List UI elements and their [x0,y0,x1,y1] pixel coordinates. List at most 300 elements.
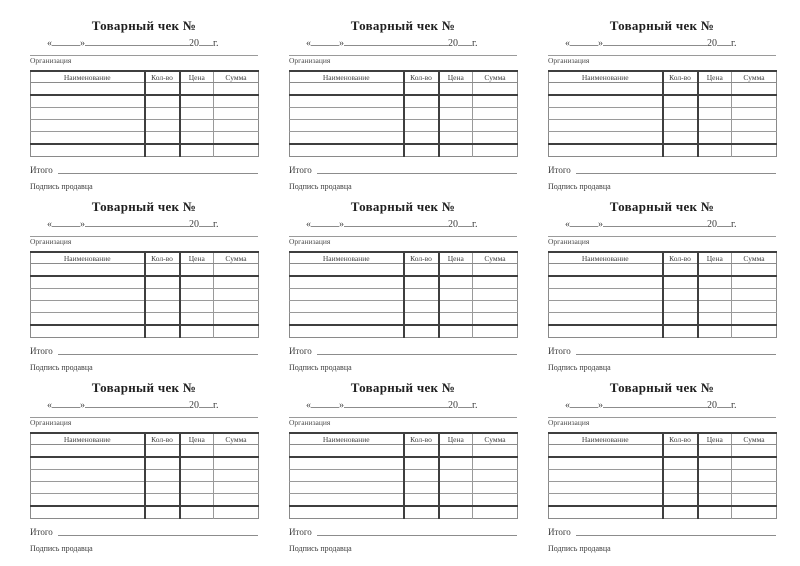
date-year-suffix: г. [213,400,219,411]
total-line [289,527,517,537]
seller-signature-label: Подпись продавца [548,363,611,372]
receipt-card [548,19,776,200]
table-empty-cell [180,276,214,289]
table-empty-cell [698,83,732,96]
table-empty-cell [404,445,439,458]
table-empty-cell [473,289,518,301]
organization-label: Организация [289,418,331,427]
table-empty-cell [290,482,404,494]
date-month-blank [344,398,448,408]
table-empty-cell [404,457,439,470]
table-empty-cell [698,95,732,108]
table-empty-row [290,457,518,470]
total-line [289,165,517,175]
table-empty-cell [31,482,145,494]
table-empty-cell [214,470,259,482]
table-empty-row [549,144,777,157]
table-empty-row [549,301,777,313]
total-label: Итого [30,165,53,175]
table-empty-cell [214,313,259,326]
total-label: Итого [548,165,571,175]
table-empty-cell [404,325,439,338]
table-empty-cell [698,289,732,301]
table-empty-cell [698,132,732,145]
table-empty-row [549,313,777,326]
table-empty-row [31,325,259,338]
date-open-quote: « [565,38,570,49]
table-empty-cell [404,470,439,482]
receipt-card [289,19,517,200]
table-empty-cell [473,120,518,132]
table-empty-cell [145,470,180,482]
table-empty-cell [732,313,777,326]
table-empty-cell [439,108,473,120]
date-open-quote: « [565,219,570,230]
table-empty-cell [214,108,259,120]
date-close-quote: » [339,400,344,411]
total-line [30,527,258,537]
total-blank-line [576,173,776,174]
total-label: Итого [289,165,312,175]
table-empty-cell [31,108,145,120]
table-empty-cell [698,445,732,458]
table-empty-cell [145,132,180,145]
date-open-quote: « [565,400,570,411]
table-empty-cell [698,144,732,157]
col-header-name: Наименование [549,252,663,264]
col-header-quantity: Кол-во [663,433,698,445]
table-empty-cell [214,301,259,313]
receipt-card [548,381,776,562]
table-empty-cell [732,120,777,132]
items-table [289,70,518,157]
organization-label: Организация [548,418,590,427]
table-empty-cell [214,482,259,494]
organization-block [548,236,776,246]
organization-block [30,55,258,65]
date-line [30,36,258,49]
table-empty-cell [145,445,180,458]
table-empty-cell [549,470,663,482]
date-year-blank [458,398,472,408]
organization-block [30,417,258,427]
table-empty-cell [404,144,439,157]
table-empty-cell [473,445,518,458]
total-blank-line [317,535,517,536]
table-empty-cell [663,301,698,313]
date-open-quote: « [47,38,52,49]
table-empty-row [290,83,518,96]
table-empty-cell [732,494,777,507]
table-empty-cell [145,276,180,289]
table-empty-cell [698,457,732,470]
date-year-suffix: г. [213,219,219,230]
table-empty-cell [404,132,439,145]
table-empty-row [31,482,259,494]
date-year-blank [199,217,213,227]
items-table [548,251,777,338]
table-empty-cell [732,276,777,289]
table-empty-cell [698,301,732,313]
table-header-row [31,252,259,264]
table-empty-cell [145,301,180,313]
table-empty-cell [698,313,732,326]
total-blank-line [576,354,776,355]
table-empty-cell [214,457,259,470]
table-empty-cell [549,83,663,96]
table-empty-cell [473,144,518,157]
table-empty-cell [549,325,663,338]
table-empty-row [31,289,259,301]
receipt-card [30,19,258,200]
table-empty-cell [698,120,732,132]
items-table [30,70,259,157]
table-empty-cell [473,325,518,338]
total-line [30,346,258,356]
table-empty-cell [145,482,180,494]
table-empty-cell [214,83,259,96]
col-header-sum: Сумма [732,252,777,264]
table-empty-cell [214,276,259,289]
date-year-prefix: 20 [448,400,458,411]
total-label: Итого [289,527,312,537]
table-empty-cell [698,108,732,120]
table-empty-cell [663,470,698,482]
col-header-sum: Сумма [473,252,518,264]
col-header-name: Наименование [31,71,145,83]
date-year-prefix: 20 [189,38,199,49]
total-label: Итого [30,346,53,356]
date-year-blank [717,36,731,46]
table-empty-row [290,494,518,507]
receipt-title: Товарный чек № [609,199,715,214]
organization-label: Организация [289,56,331,65]
table-empty-row [290,132,518,145]
total-label: Итого [30,527,53,537]
table-empty-row [549,482,777,494]
organization-label: Организация [289,237,331,246]
table-empty-row [549,132,777,145]
total-line [548,165,776,175]
date-day-blank [570,217,598,227]
table-empty-cell [290,470,404,482]
total-blank-line [317,173,517,174]
table-empty-cell [290,144,404,157]
table-empty-row [290,264,518,277]
date-year-prefix: 20 [189,400,199,411]
col-header-sum: Сумма [732,433,777,445]
date-day-blank [52,36,80,46]
table-empty-cell [663,83,698,96]
col-header-quantity: Кол-во [404,433,439,445]
table-empty-cell [180,289,214,301]
date-month-blank [344,36,448,46]
organization-label: Организация [30,418,72,427]
date-year-blank [717,217,731,227]
date-month-blank [603,217,707,227]
col-header-sum: Сумма [473,433,518,445]
table-empty-cell [31,470,145,482]
date-month-blank [603,36,707,46]
table-empty-cell [698,470,732,482]
date-month-blank [85,398,189,408]
date-line [289,36,517,49]
col-header-sum: Сумма [214,252,259,264]
table-empty-row [549,264,777,277]
table-empty-cell [214,132,259,145]
date-day-blank [311,217,339,227]
table-empty-cell [663,108,698,120]
date-close-quote: » [80,400,85,411]
organization-block [30,236,258,246]
col-header-name: Наименование [290,252,404,264]
table-empty-cell [663,276,698,289]
date-year-prefix: 20 [448,219,458,230]
total-line [548,527,776,537]
total-blank-line [576,535,776,536]
table-empty-cell [473,95,518,108]
table-empty-cell [549,289,663,301]
table-empty-cell [180,144,214,157]
date-month-blank [85,36,189,46]
seller-signature-label: Подпись продавца [289,182,352,191]
table-empty-cell [439,120,473,132]
table-empty-cell [439,276,473,289]
total-blank-line [58,354,258,355]
table-empty-cell [31,313,145,326]
table-empty-cell [663,95,698,108]
table-empty-cell [180,132,214,145]
table-empty-cell [31,276,145,289]
table-empty-cell [663,445,698,458]
table-empty-cell [439,445,473,458]
date-open-quote: « [47,400,52,411]
table-empty-cell [404,313,439,326]
col-header-name: Наименование [31,252,145,264]
date-year-blank [458,36,472,46]
table-empty-cell [145,264,180,277]
col-header-name: Наименование [290,71,404,83]
table-empty-cell [180,325,214,338]
table-empty-cell [549,445,663,458]
table-empty-cell [214,264,259,277]
total-line [30,165,258,175]
table-empty-cell [31,506,145,519]
table-empty-cell [404,482,439,494]
table-empty-cell [473,506,518,519]
table-empty-row [549,289,777,301]
table-empty-row [549,120,777,132]
date-month-blank [344,217,448,227]
table-empty-cell [145,144,180,157]
table-empty-row [290,301,518,313]
date-year-blank [458,217,472,227]
organization-block [289,236,517,246]
receipt-card [30,381,258,562]
col-header-quantity: Кол-во [145,433,180,445]
table-empty-cell [214,289,259,301]
col-header-name: Наименование [290,433,404,445]
date-day-blank [570,36,598,46]
table-empty-cell [549,144,663,157]
date-day-blank [52,398,80,408]
table-empty-cell [732,457,777,470]
table-empty-cell [180,506,214,519]
col-header-quantity: Кол-во [145,252,180,264]
table-empty-cell [698,494,732,507]
date-open-quote: « [306,219,311,230]
date-close-quote: » [598,400,603,411]
table-empty-cell [290,108,404,120]
table-empty-row [31,313,259,326]
table-empty-cell [549,482,663,494]
date-year-suffix: г. [472,219,478,230]
table-empty-cell [404,108,439,120]
col-header-quantity: Кол-во [663,71,698,83]
table-empty-cell [549,120,663,132]
table-empty-row [31,301,259,313]
table-empty-cell [549,276,663,289]
date-day-blank [52,217,80,227]
date-year-prefix: 20 [707,400,717,411]
organization-block [548,417,776,427]
table-empty-cell [549,95,663,108]
table-empty-cell [180,120,214,132]
table-empty-cell [732,83,777,96]
table-empty-row [290,445,518,458]
table-empty-cell [180,445,214,458]
table-empty-cell [404,264,439,277]
table-empty-row [290,482,518,494]
col-header-quantity: Кол-во [404,252,439,264]
table-empty-cell [473,108,518,120]
seller-signature-label: Подпись продавца [289,363,352,372]
table-empty-cell [404,494,439,507]
table-empty-cell [732,144,777,157]
table-empty-cell [439,325,473,338]
table-empty-cell [439,506,473,519]
table-empty-row [290,506,518,519]
table-empty-row [290,325,518,338]
date-year-suffix: г. [731,38,737,49]
table-empty-cell [663,457,698,470]
date-year-prefix: 20 [189,219,199,230]
date-year-prefix: 20 [448,38,458,49]
table-empty-cell [663,289,698,301]
table-empty-cell [439,313,473,326]
date-line [30,217,258,230]
date-year-prefix: 20 [707,219,717,230]
table-empty-cell [473,301,518,313]
table-empty-row [31,445,259,458]
table-empty-cell [180,264,214,277]
table-empty-row [549,494,777,507]
date-open-quote: « [306,400,311,411]
table-empty-cell [290,301,404,313]
receipt-card [30,200,258,381]
table-empty-cell [145,506,180,519]
table-empty-row [31,276,259,289]
table-empty-cell [439,144,473,157]
table-empty-row [290,276,518,289]
table-empty-row [31,132,259,145]
table-empty-cell [698,325,732,338]
total-blank-line [58,173,258,174]
table-empty-cell [404,276,439,289]
table-empty-cell [549,313,663,326]
table-empty-cell [145,95,180,108]
total-line [548,346,776,356]
table-empty-cell [698,264,732,277]
table-empty-cell [663,264,698,277]
table-empty-cell [290,494,404,507]
table-empty-cell [663,506,698,519]
table-empty-cell [290,132,404,145]
table-empty-cell [145,289,180,301]
organization-block [289,417,517,427]
table-empty-row [549,506,777,519]
col-header-price: Цена [698,433,732,445]
table-empty-cell [698,506,732,519]
table-empty-row [31,83,259,96]
receipt-title: Товарный чек № [91,18,197,33]
table-empty-cell [31,83,145,96]
date-open-quote: « [306,38,311,49]
date-year-blank [199,36,213,46]
table-empty-cell [290,120,404,132]
date-close-quote: » [80,38,85,49]
date-close-quote: » [339,219,344,230]
table-empty-row [290,108,518,120]
col-header-price: Цена [180,252,214,264]
date-year-suffix: г. [472,400,478,411]
table-empty-cell [439,494,473,507]
table-empty-row [290,289,518,301]
col-header-price: Цена [180,433,214,445]
table-empty-cell [732,482,777,494]
table-empty-cell [290,445,404,458]
table-header-row [290,252,518,264]
table-empty-cell [439,264,473,277]
table-empty-cell [290,457,404,470]
table-empty-cell [663,132,698,145]
table-empty-cell [732,264,777,277]
organization-label: Организация [30,237,72,246]
table-empty-cell [549,506,663,519]
table-empty-cell [31,494,145,507]
total-blank-line [317,354,517,355]
table-empty-cell [180,108,214,120]
table-empty-cell [214,144,259,157]
table-empty-cell [732,445,777,458]
col-header-quantity: Кол-во [404,71,439,83]
col-header-price: Цена [698,71,732,83]
date-day-blank [311,398,339,408]
table-empty-row [549,325,777,338]
table-empty-cell [290,95,404,108]
table-empty-cell [31,457,145,470]
seller-signature-label: Подпись продавца [548,544,611,553]
table-empty-cell [698,482,732,494]
table-empty-cell [31,144,145,157]
table-empty-cell [732,325,777,338]
table-empty-row [31,506,259,519]
col-header-price: Цена [180,71,214,83]
table-empty-cell [549,301,663,313]
table-empty-cell [473,276,518,289]
table-empty-row [290,120,518,132]
table-empty-row [549,276,777,289]
